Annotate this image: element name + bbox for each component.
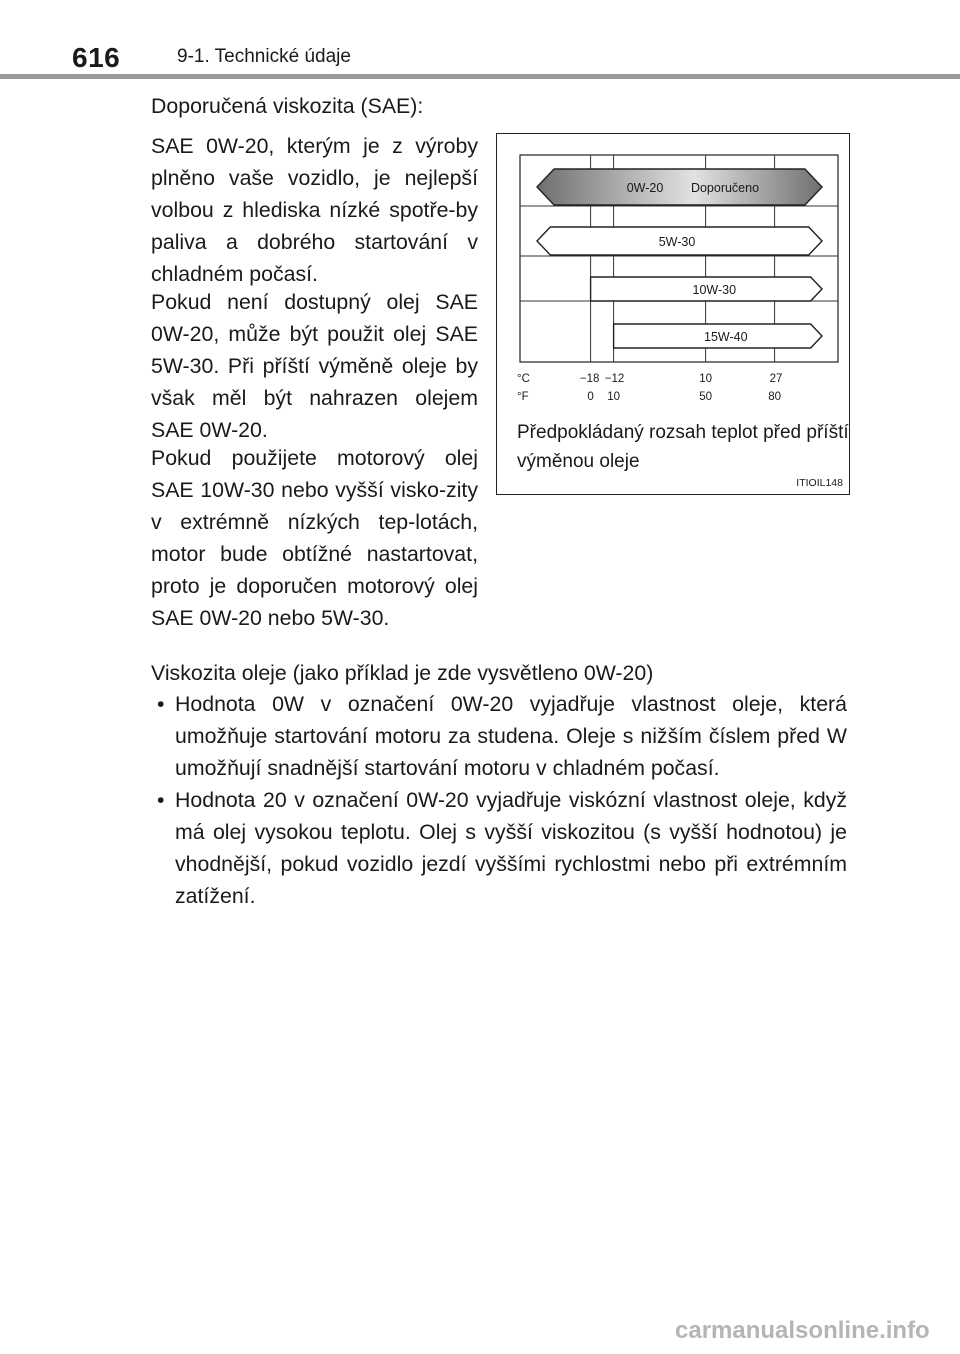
tick-label-c: −12: [604, 373, 625, 385]
paragraph-text: Pokud použijete motorový olej SAE 10W-30 nebo vyšší visko-zity v extrémně nízkých tep-lotách, motor bude obtížné nastartovat, proto je doporučen motorový olej SAE 0W-20 nebo 5W-30.: [151, 446, 478, 630]
range-arrow-0w-20: [537, 169, 822, 205]
tick-label-f: 80: [768, 391, 781, 403]
paragraph-text: Pokud není dostupný olej SAE 0W-20, může být použit olej SAE 5W-30. Při příští výměně oleje by však měl být nahrazen olejem SAE 0W-20.: [151, 290, 478, 442]
page-number: 616: [72, 42, 121, 73]
bullet-text: Hodnota 20 v označení 0W-20 vyjadřuje viskózní vlastnost oleje, když má olej vysokou teplotu. Olej s vyšší viskozitou (s vyšší hodnotou) je vhodnější, pokud vozidlo jezdí vyššími rychlostmi nebo při extrémním zatížení.: [175, 788, 847, 908]
paragraph-10w30: [151, 442, 478, 634]
figure-caption: Předpokládaný rozsah teplot před příští výměnou oleje: [517, 422, 849, 472]
unit-fahrenheit-label: °F: [517, 391, 529, 403]
tick-label-f: 0: [587, 391, 594, 403]
bullet-text: Hodnota 0W v označení 0W-20 vyjadřuje vlastnost oleje, která umožňuje startování motoru za studena. Oleje s nižším číslem před W umožňují snadnější startování motoru v chladném počasí.: [175, 692, 847, 780]
header-divider: [0, 74, 960, 79]
bullet-icon: •: [157, 788, 165, 812]
tick-label-c: −18: [579, 373, 600, 385]
range-label-0w-20: 0W-20: [626, 181, 664, 195]
section-title: 9-1. Technické údaje: [177, 46, 351, 67]
recommended-label: Doporučeno: [690, 181, 760, 195]
bullet-icon: •: [157, 692, 165, 716]
viscosity-lead: Doporučená viskozita (SAE):: [151, 94, 424, 118]
tick-label-f: 50: [699, 391, 712, 403]
tick-label-f: 10: [607, 391, 620, 403]
viscosity-figure: [496, 133, 850, 495]
tick-label-c: 27: [769, 373, 783, 385]
bullet-item: [151, 688, 847, 784]
paragraph-0w20: [151, 130, 478, 290]
range-label-10w-30: 10W-30: [692, 283, 737, 297]
range-label-5w-30: 5W-30: [658, 235, 696, 249]
tick-label-c: 10: [699, 373, 712, 385]
unit-celsius-label: °C: [517, 373, 530, 385]
viscosity-bullets: [151, 688, 847, 912]
figure-id: ITIOIL148: [796, 477, 843, 489]
bullet-item: [151, 784, 847, 912]
paragraph-5w30: [151, 286, 478, 446]
range-label-15w-40: 15W-40: [704, 330, 748, 344]
paragraph-text: SAE 0W-20, kterým je z výroby plněno vaše vozidlo, je nejlepší volbou z hlediska nízké spotře-by paliva a dobrého startování v chladném počasí.: [151, 134, 478, 286]
viscosity-heading: Viskozita oleje (jako příklad je zde vysvětleno 0W-20): [151, 661, 654, 685]
watermark: carmanualsonline.info: [675, 1317, 930, 1344]
